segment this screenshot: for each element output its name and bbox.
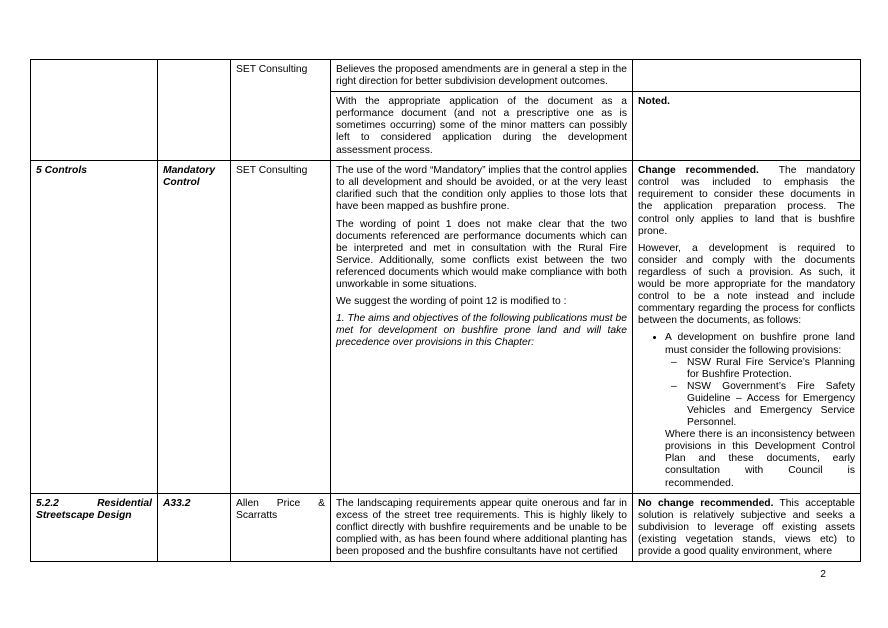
bullet-text: A development on bushfire prone land must consider the following provisions: (665, 332, 855, 356)
control-cell: A33.2 (158, 493, 231, 561)
comment-cell: The landscaping requirements appear quite onerous and far in excess of the street tree requirements. This is highly likely to conflict directly with bushfire requirements and be unable to be complied with, as has been found where additional planting has been proposed and the bushfire consultants have not certified (331, 493, 633, 561)
comment-paragraph: The wording of point 1 does not make clear that the two documents referenced are performance documents which can be interpreted and met in consultation with the Rural Fire Service. Additionally, some conflicts exist between the two referenced documents which would make compliance with both unworkable in some situations. (336, 218, 627, 291)
table-row (31, 161, 861, 493)
comment-cell: With the appropriate application of the document as a performance document (and not a prescriptive one as is sometimes occurring) some of the minor matters can possibly left to considered application during the development assessment process. (331, 92, 633, 161)
response-paragraph: However, a development is required to consider and comply with the documents regardless of such a provision. As such, it would be more appropriate for the mandatory control to be a note instead and include commentary regarding the process for conflicts between the documents, as follows: (638, 242, 855, 327)
response-bullet-list (638, 332, 855, 489)
response-paragraph: The mandatory control was included to emphasis the requirement to consider these documents in the application preparation process. The control only applies to land that is bushfire prone. (638, 165, 855, 237)
control-cell: Mandatory Control (158, 161, 231, 493)
comment-paragraph: We suggest the wording of point 12 is modified to : (336, 296, 567, 308)
response-status: No change recommended. (638, 497, 774, 509)
page-number: 2 (820, 569, 826, 580)
control-cell (158, 60, 231, 161)
bullet-tail-text: Where there is an inconsistency between provisions in this Development Control Plan and these documents, early consultation with Council is recommended. (665, 429, 855, 489)
comment-paragraph: The use of the word “Mandatory” implies that the control applies to all development and should be avoided, or at the very least clarified such that the condition only applies to those lots that have been mapped as bushfire prone. (336, 165, 627, 213)
response-cell (633, 493, 861, 561)
response-paragraph: This acceptable solution is relatively subjective and seeks a subdivision to leverage off existing assets (existing vegetation stands, views etc) to provide a good quality environment, where (638, 497, 855, 557)
submissions-table (30, 59, 861, 562)
comment-cell: Believes the proposed amendments are in general a step in the right direction for better subdivision development outcomes. (331, 60, 633, 92)
response-status: Change recommended. (638, 165, 759, 177)
dash-list (665, 357, 855, 430)
table-row (31, 493, 861, 561)
section-cell: 5 Controls (31, 161, 158, 493)
section-cell (31, 60, 158, 161)
table-row (31, 60, 861, 92)
submitter-cell: Allen Price & Scarratts (231, 493, 331, 561)
section-cell: 5.2.2 Residential Streetscape Design (31, 493, 158, 561)
response-cell (633, 161, 861, 493)
response-status: Noted. (638, 96, 671, 108)
list-item: – NSW Government’s Fire Safety Guideline – Access for Emergency Vehicles and Emergency Service Personnel. (671, 381, 855, 429)
submitter-cell: SET Consulting (231, 161, 331, 493)
submitter-cell: SET Consulting (231, 60, 331, 161)
response-cell (633, 60, 861, 92)
comment-quote: 1. The aims and objectives of the following publications must be met for development on bushfire prone land and will take precedence over provisions in this Chapter: (336, 313, 627, 349)
comment-cell (331, 161, 633, 493)
list-item (665, 332, 855, 489)
response-cell (633, 92, 861, 161)
list-item: – NSW Rural Fire Service’s Planning for Bushfire Protection. (671, 357, 855, 381)
